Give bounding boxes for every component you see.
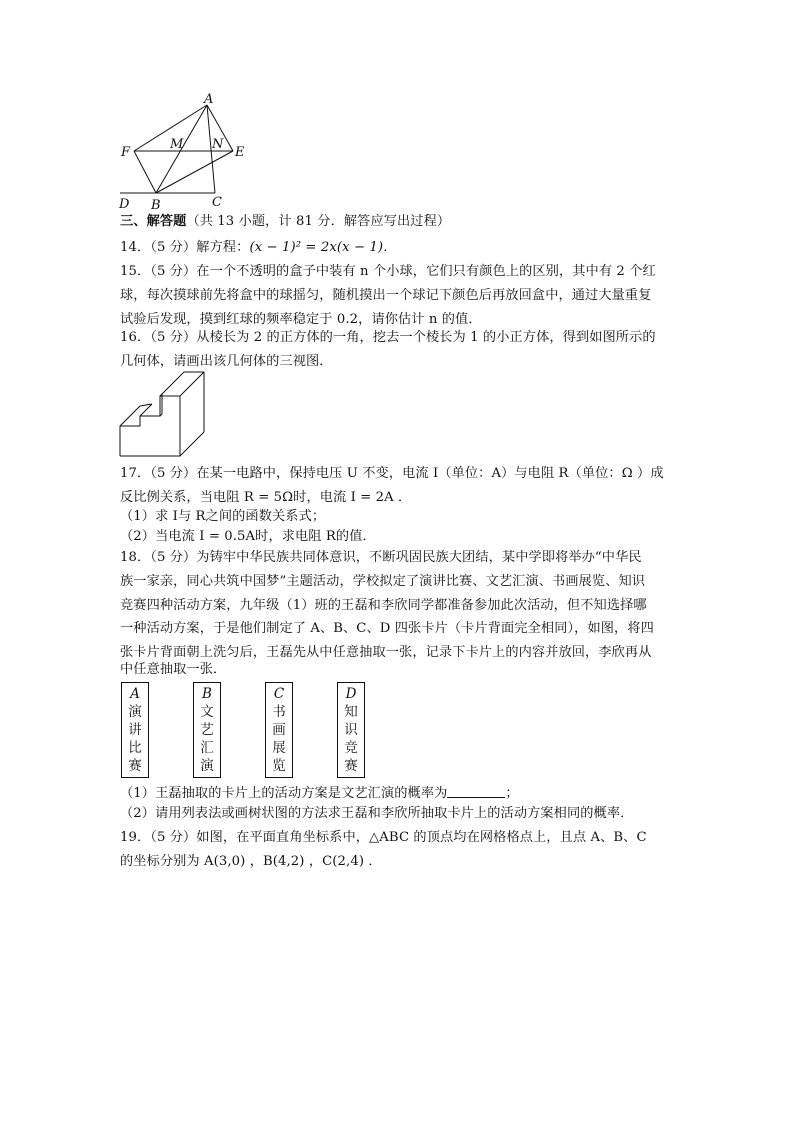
card-char: 览 [272,758,286,774]
section-heading [120,213,450,231]
label-e: E [235,145,245,160]
q18-sub1-text: （1）王磊抽取的卡片上的活动方案是文艺汇演的概率为 [120,786,448,801]
q18-sub2: （2）请用列表法或画树状图的方法求王磊和李欣所抽取卡片上的活动方案相同的概率． [120,806,634,821]
line-f-b [134,151,156,193]
card-char: 竞 [344,740,358,756]
q16-line1: 16．（5 分）从棱长为 2 的正方体的一角，挖去一个棱长为 1 的小正方体，得到如图所示的 [120,330,656,345]
card-char: 赛 [344,758,358,774]
solid-front [120,396,180,456]
q17-sub2: （2）当电流 I = 0.5A时，求电阻 R的值． [120,529,376,544]
card-char: 演 [200,758,214,774]
label-f: F [121,145,131,160]
card-char: 讲 [128,722,142,738]
label-a: A [204,92,214,107]
q18-line1: 18．（5 分）为铸牢中华民族共同体意识，不断巩固民族大团结，某中学即将举办“中华民 [120,550,642,565]
q18-sub1 [120,785,519,803]
q19-line1: 19．（5 分）如图，在平面直角坐标系中，△ABC 的顶点均在网格格点上，且点 A、B、C [120,830,647,845]
label-b: B [151,198,161,213]
card-letter: B [202,686,212,702]
card-char: 赛 [128,758,142,774]
q14-text: 14．（5 分）解方程： [120,240,250,255]
section-title: 三、解答题 [120,214,187,229]
section-note: （共 13 小题，计 81 分．解答应写出过程） [186,214,451,229]
card-d [337,682,365,778]
card-char: 演 [128,704,142,720]
card-char: 文 [200,704,214,720]
q14 [120,239,396,257]
q15-line3: 试验后发现，摸到红球的频率稳定于 0.2，请你估计 n 的值． [120,312,482,327]
solid-figure [118,370,208,462]
q18-sub1-suffix: ； [505,786,519,801]
q18-line4: 一种活动方案，于是他们制定了 A、B、C、D 四张卡片（卡片背面完全相同），如图，将四 [120,621,654,636]
q19-line2: 的坐标分别为 A(3,0) ，B(4,2) ，C(2,4) ． [120,854,382,869]
card-letter: D [345,686,357,702]
card-b [193,682,221,778]
q17-line1: 17．（5 分）在某一电路中，保持电压 U 不变，电流 I（单位：A）与电阻 R（单位：Ω ）成 [120,466,664,481]
q18-line5: 张卡片背面朝上洗匀后，王磊先从中任意抽取一张，记录下卡片上的内容并放回，李欣再从 [120,645,652,660]
geometry-figure [112,92,262,214]
card-char: 汇 [200,740,214,756]
q15-line2: 球，每次摸球前先将盒中的球摇匀，随机摸出一个球记下颜色后再放回盒中，通过大量重复 [120,288,652,303]
card-char: 书 [272,704,286,720]
card-char: 比 [128,740,142,756]
card-a [121,682,149,778]
q18-line2: 族一家亲，同心共筑中国梦”主题活动，学校拟定了演讲比赛、文艺汇演、书画展览、知识 [120,574,646,589]
card-char: 艺 [200,722,214,738]
card-char: 展 [272,740,286,756]
card-letter: A [130,686,140,702]
card-c [265,682,293,778]
q15-line1: 15．（5 分）在一个不透明的盒子中装有 n 个小球，它们只有颜色上的区别，其中有 2 个红 [120,264,656,279]
answer-blank [447,785,505,798]
label-d: D [119,197,130,212]
card-char: 知 [344,704,358,720]
line-e-b [156,151,233,193]
label-n: N [212,137,224,152]
q18-line6: 中任意抽取一张． [120,662,227,677]
card-letter: C [273,686,285,702]
q16-line2: 几何体，请画出该几何体的三视图． [120,354,333,369]
q14-equation: (x − 1)² = 2x(x − 1)． [249,240,397,255]
q17-sub1: （1）求 I与 R之间的函数关系式； [120,509,326,524]
card-char: 画 [272,722,286,738]
q17-line2: 反比例关系，当电阻 R = 5Ω时，电流 I = 2A ． [120,490,412,505]
label-m: M [170,137,184,152]
card-char: 识 [344,722,358,738]
label-c: C [212,195,222,210]
q18-line3: 竞赛四种活动方案，九年级（1）班的王磊和李欣同学都准备参加此次活动，但不知选择哪 [120,598,647,613]
